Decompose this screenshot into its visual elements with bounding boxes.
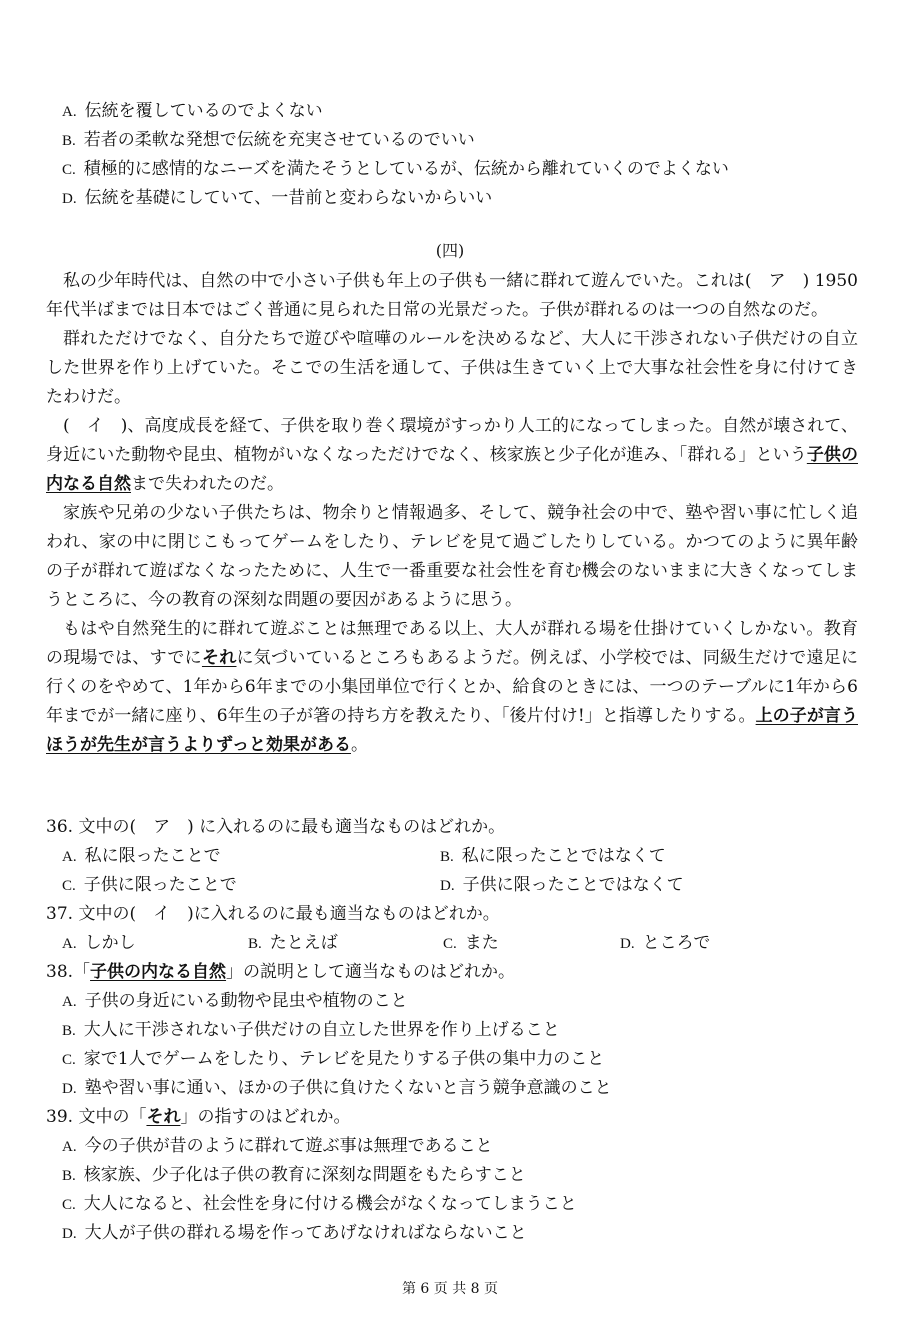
stem-text: 39. 文中の「 bbox=[46, 1107, 147, 1127]
option-text: 子供に限ったことで bbox=[83, 875, 237, 895]
passage-text: 群れただけでなく、自分たちで遊びや喧嘩のルールを決めるなど、大人に干渉されない子供だけの自立した世界を作り上げていた。そこでの生活を通して、子供は生きていく上で大事な社会性を身に付けてきたわけだ。 bbox=[46, 329, 858, 407]
question-39-stem bbox=[46, 1103, 350, 1131]
option-letter: A. bbox=[62, 936, 77, 952]
option-letter: C. bbox=[62, 1052, 76, 1068]
option-letter: A. bbox=[62, 1139, 77, 1155]
underlined-phrase: 子供の内なる自然 bbox=[46, 445, 858, 494]
prev-option-c bbox=[62, 155, 729, 184]
q37-option-c bbox=[443, 929, 499, 958]
option-letter: B. bbox=[248, 936, 262, 952]
option-text: たとえば bbox=[269, 933, 338, 953]
option-letter: B. bbox=[62, 1168, 76, 1184]
q38-option-b bbox=[62, 1016, 560, 1045]
option-letter: D. bbox=[440, 878, 455, 894]
stem-text: 」の説明として適当なものはどれか。 bbox=[226, 962, 516, 982]
prev-option-a bbox=[62, 97, 323, 126]
q36-option-b bbox=[440, 842, 666, 871]
passage-text: 家族や兄弟の少ない子供たちは、物余りと情報過多、そして、競争社会の中で、塾や習い事に忙しく追われ、家の中に閉じこもってゲームをしたり、テレビを見て過ごしたりしている。かつてのように異年齢の子が群れて遊ばなくなったために、人生で一番重要な社会性を育む機会のないままに大きくなってしまうところに、今の教育の深刻な問題の要因があるように思う。 bbox=[46, 503, 858, 610]
passage-paragraph-2 bbox=[46, 325, 858, 412]
q39-option-b bbox=[62, 1161, 526, 1190]
q39-option-d bbox=[62, 1219, 527, 1248]
page-footer: 第 6 页 共 8 页 bbox=[401, 1281, 499, 1297]
question-37-stem: 37. 文中の( イ )に入れるのに最も適当なものはどれか。 bbox=[46, 904, 500, 924]
reading-passage bbox=[46, 267, 858, 760]
q37-option-a bbox=[62, 929, 136, 958]
option-text: 核家族、少子化は子供の教育に深刻な問題をもたらすこと bbox=[83, 1165, 526, 1185]
option-text: 大人が子供の群れる場を作ってあげなければならないこと bbox=[84, 1223, 527, 1243]
prev-option-d bbox=[62, 184, 492, 213]
option-letter: B. bbox=[440, 849, 454, 865]
option-letter: A. bbox=[62, 849, 77, 865]
option-letter: A. bbox=[62, 104, 77, 120]
q37-option-d bbox=[620, 929, 710, 958]
option-text: 私に限ったことで bbox=[84, 846, 221, 866]
passage-text: もはや自然発生的に群れて遊ぶことは無理である以上、大人が群れる場を仕掛けていくしかない。教育の現場では、すでに bbox=[46, 619, 858, 668]
stem-text: 38.「 bbox=[46, 962, 91, 982]
passage-text: まで失われたのだ。 bbox=[131, 474, 284, 494]
option-text: 伝統を覆しているのでよくない bbox=[84, 101, 323, 121]
option-letter: D. bbox=[62, 191, 77, 207]
option-text: ところで bbox=[642, 933, 711, 953]
underlined-phrase: 子供の内なる自然 bbox=[90, 962, 227, 982]
option-letter: C. bbox=[62, 162, 76, 178]
q36-option-d bbox=[440, 871, 684, 900]
q39-option-c bbox=[62, 1190, 577, 1219]
section-heading: (四) bbox=[435, 241, 465, 260]
passage-text: 。 bbox=[350, 735, 368, 755]
passage-paragraph-1 bbox=[46, 267, 858, 325]
passage-paragraph-4 bbox=[46, 499, 858, 615]
underlined-sentence: 上の子が言うほうが先生が言うよりずっと効果がある bbox=[46, 706, 858, 755]
prev-option-b bbox=[62, 126, 475, 155]
option-letter: A. bbox=[62, 994, 77, 1010]
passage-paragraph-3 bbox=[46, 412, 858, 499]
q36-option-c bbox=[62, 871, 237, 900]
q39-option-a bbox=[62, 1132, 493, 1161]
option-letter: C. bbox=[443, 936, 457, 952]
underlined-word: それ bbox=[201, 648, 237, 668]
q36-option-a bbox=[62, 842, 221, 871]
question-38-stem bbox=[46, 958, 515, 986]
q38-option-c bbox=[62, 1045, 604, 1074]
question-36-stem: 36. 文中の( ア ) に入れるのに最も適当なものはどれか。 bbox=[46, 817, 506, 837]
passage-text: に気づいているところもあるようだ。例えば、小学校では、同級生だけで遠足に行くのをやめて、1年から6年までの小集団単位で行くとか、給食のときには、一つのテーブルに1年から6年までが一緒に座り、6年生の子が箸の持ち方を教えたり、「後片付け!」と指導したりする。 bbox=[46, 648, 858, 726]
option-text: 今の子供が昔のように群れて遊ぶ事は無理であること bbox=[84, 1136, 493, 1156]
option-letter: D. bbox=[62, 1226, 77, 1242]
option-text: また bbox=[464, 933, 499, 953]
option-text: 大人になると、社会性を身に付ける機会がなくなってしまうこと bbox=[83, 1194, 577, 1214]
passage-text: 私の少年時代は、自然の中で小さい子供も年上の子供も一緒に群れて遊んでいた。これは( ア ) 1950年代半ばまでは日本ではごく普通に見られた日常の光景だった。子供が群れるのは一つの自然なのだ。 bbox=[46, 271, 858, 320]
option-letter: B. bbox=[62, 1023, 76, 1039]
option-text: 私に限ったことではなくて bbox=[461, 846, 666, 866]
option-letter: D. bbox=[620, 936, 635, 952]
stem-text: 」の指すのはどれか。 bbox=[180, 1107, 351, 1127]
q38-option-a bbox=[62, 987, 408, 1016]
option-letter: C. bbox=[62, 1197, 76, 1213]
option-text: 積極的に感情的なニーズを満たそうとしているが、伝統から離れていくのでよくない bbox=[83, 159, 729, 179]
option-letter: D. bbox=[62, 1081, 77, 1097]
option-text: 若者の柔軟な発想で伝統を充実させているのでいい bbox=[83, 130, 475, 150]
underlined-word: それ bbox=[146, 1107, 181, 1127]
option-text: 家で1人でゲームをしたり、テレビを見たりする子供の集中力のこと bbox=[83, 1049, 605, 1069]
option-text: 子供に限ったことではなくて bbox=[462, 875, 684, 895]
option-text: 子供の身近にいる動物や昆虫や植物のこと bbox=[84, 991, 408, 1011]
option-letter: B. bbox=[62, 133, 76, 149]
passage-paragraph-5 bbox=[46, 615, 858, 760]
option-text: 大人に干渉されない子供だけの自立した世界を作り上げること bbox=[83, 1020, 560, 1040]
option-letter: C. bbox=[62, 878, 76, 894]
q38-option-d bbox=[62, 1074, 612, 1103]
option-text: しかし bbox=[84, 933, 136, 953]
passage-text: ( イ )、高度成長を経て、子供を取り巻く環境がすっかり人工的になってしまった。自然が壊されて、身近にいた動物や昆虫、植物がいなくなっただけでなく、核家族と少子化が進み、「群れる」という bbox=[46, 416, 858, 465]
q37-option-b bbox=[248, 929, 338, 958]
option-text: 塾や習い事に通い、ほかの子供に負けたくないと言う競争意識のこと bbox=[84, 1078, 612, 1098]
option-text: 伝統を基礎にしていて、一昔前と変わらないからいい bbox=[84, 188, 493, 208]
